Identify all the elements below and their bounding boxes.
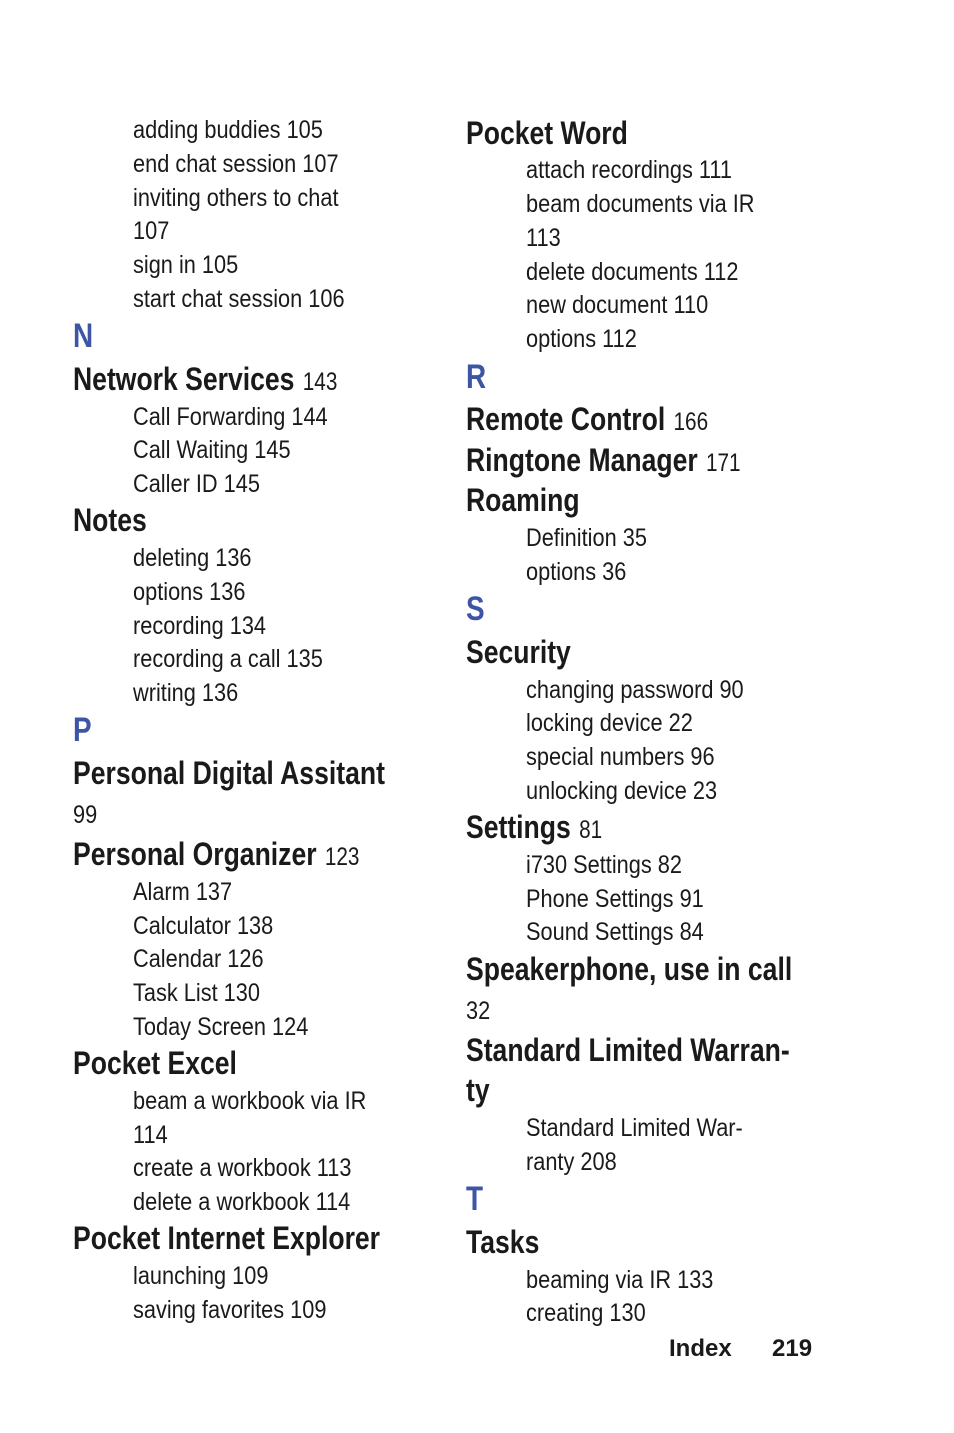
index-heading: [466, 441, 741, 482]
index-entry: Today Screen 124: [133, 1013, 309, 1041]
index-entry: Alarm 137: [133, 878, 233, 906]
heading-label: Ringtone Manager: [466, 442, 698, 478]
index-heading: [466, 808, 602, 849]
index-entry: start chat session 106: [133, 285, 345, 313]
index-entry: create a workbook 113: [133, 1154, 352, 1182]
index-entry: i730 Settings 82: [526, 851, 682, 879]
index-entry: Calculator 138: [133, 912, 274, 940]
index-heading: Speakerphone, use in call: [466, 951, 793, 987]
index-heading: Pocket Internet Explorer: [73, 1220, 381, 1256]
index-entry: 114: [133, 1121, 168, 1149]
index-entry: creating 130: [526, 1299, 646, 1327]
index-heading: Personal Digital Assitant: [73, 755, 385, 791]
index-entry: deleting 136: [133, 544, 252, 572]
index-entry: 113: [526, 224, 561, 252]
index-letter-t: T: [466, 1180, 484, 1218]
index-entry: locking device 22: [526, 709, 693, 737]
index-entry: inviting others to chat: [133, 184, 339, 212]
footer-section-label: Index: [669, 1335, 732, 1362]
index-entry: end chat session 107: [133, 150, 339, 178]
index-heading: Pocket Excel: [73, 1045, 237, 1081]
index-entry: saving favorites 109: [133, 1296, 327, 1324]
index-letter-r: R: [466, 358, 487, 396]
index-entry: Calendar 126: [133, 945, 264, 973]
index-letter-p: P: [73, 711, 92, 749]
index-entry: writing 136: [133, 679, 239, 707]
index-entry: Call Waiting 145: [133, 436, 291, 464]
index-entry: recording a call 135: [133, 645, 323, 673]
index-heading: ty: [466, 1072, 490, 1108]
index-entry: beaming via IR 133: [526, 1266, 714, 1294]
index-entry: special numbers 96: [526, 743, 715, 771]
index-entry: Caller ID 145: [133, 470, 260, 498]
index-heading: [466, 400, 708, 441]
index-heading: Standard Limited Warran-: [466, 1032, 790, 1068]
index-heading: [73, 360, 337, 401]
index-entry: Call Forwarding 144: [133, 403, 328, 431]
index-heading: Tasks: [466, 1224, 540, 1260]
index-heading: Security: [466, 634, 571, 670]
index-entry: Definition 35: [526, 524, 647, 552]
heading-page: 123: [324, 843, 360, 871]
heading-label: Personal Organizer: [73, 836, 317, 872]
index-entry: Phone Settings 91: [526, 885, 704, 913]
index-entry: 107: [133, 217, 170, 245]
index-entry: options 36: [526, 558, 627, 586]
index-heading: Notes: [73, 502, 147, 538]
index-entry: adding buddies 105: [133, 116, 323, 144]
index-entry: recording 134: [133, 612, 267, 640]
heading-label: Remote Control: [466, 401, 666, 437]
heading-page: 171: [705, 449, 741, 477]
index-heading: [73, 835, 359, 876]
heading-page: 143: [302, 368, 338, 396]
index-entry: delete documents 112: [526, 258, 739, 286]
heading-page: 166: [673, 408, 709, 436]
index-entry: unlocking device 23: [526, 777, 718, 805]
footer-page-number: 219: [772, 1335, 813, 1362]
index-entry: new document 110: [526, 291, 709, 319]
index-entry: Standard Limited War-: [526, 1114, 743, 1142]
index-entry: beam documents via IR: [526, 190, 755, 218]
index-letter-s: S: [466, 590, 485, 628]
heading-label: Network Services: [73, 361, 295, 397]
index-entry: ranty 208: [526, 1148, 617, 1176]
index-heading: Pocket Word: [466, 115, 628, 151]
index-entry: options 136: [133, 578, 246, 606]
heading-page: 81: [579, 816, 603, 844]
index-entry: attach recordings 111: [526, 156, 732, 184]
index-entry: beam a workbook via IR: [133, 1087, 367, 1115]
index-entry: changing password 90: [526, 676, 744, 704]
index-entry: Sound Settings 84: [526, 918, 704, 946]
index-heading-page: 99: [73, 801, 98, 829]
index-letter-n: N: [73, 317, 94, 355]
index-entry: options 112: [526, 325, 637, 353]
index-heading-page: 32: [466, 997, 491, 1025]
index-entry: Task List 130: [133, 979, 260, 1007]
heading-label: Settings: [466, 809, 571, 845]
index-entry: sign in 105: [133, 251, 239, 279]
index-entry: launching 109: [133, 1262, 269, 1290]
index-heading: Roaming: [466, 482, 580, 518]
index-entry: delete a workbook 114: [133, 1188, 351, 1216]
